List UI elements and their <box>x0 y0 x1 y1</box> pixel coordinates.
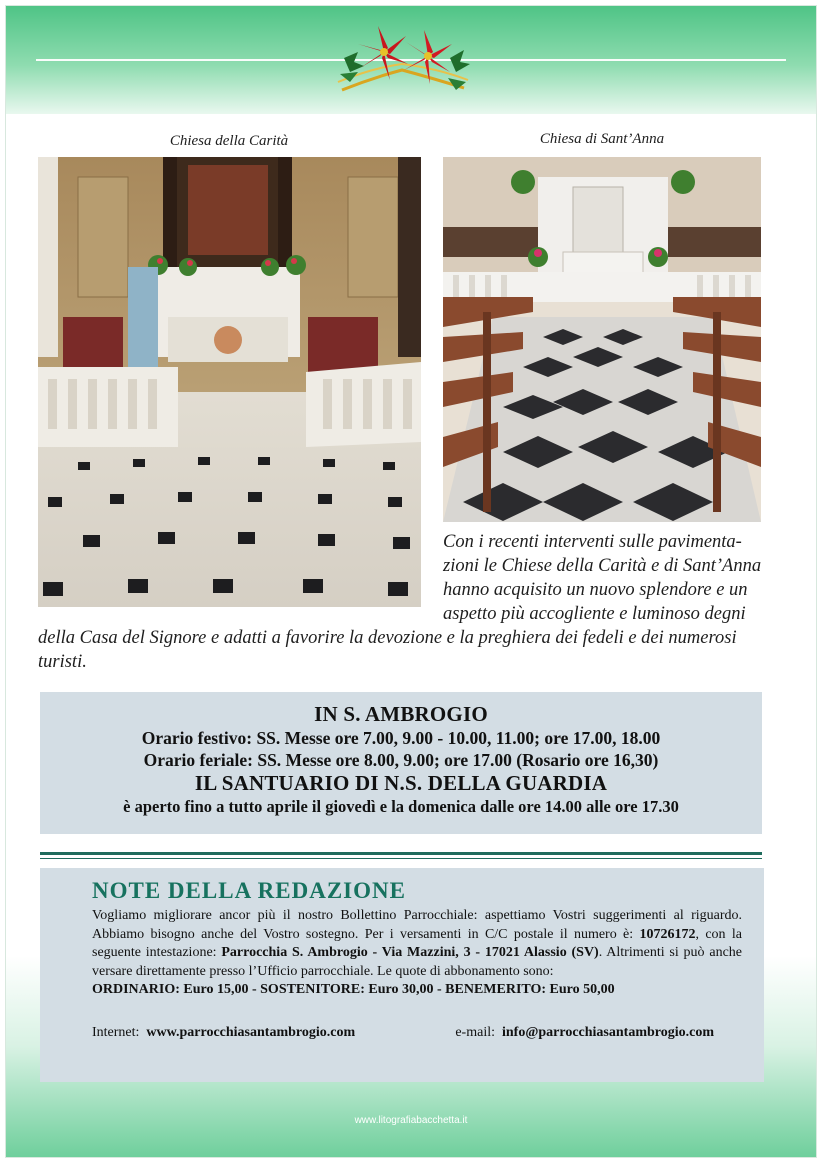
account-holder: Parrocchia S. Ambrogio - Via Mazzini, 3 - 17021 Alassio (SV) <box>221 945 599 960</box>
notes-title: NOTE DELLA REDAZIONE <box>92 878 406 903</box>
notes-text-3: . Altrimenti si può anche versare direttamente presso l’Ufficio parrocchiale. Le quote di abbonamento sono: <box>92 945 743 979</box>
caption-left: Chiesa della Carità <box>169 133 289 149</box>
email-label: e-mail: <box>455 1024 495 1040</box>
intro-line-3: hanno acquisito un nuovo splendore e un <box>443 580 748 600</box>
editorial-notes-box <box>40 868 764 1082</box>
intro-line-2: zioni le Chiese della Carità e di Sant’Anna <box>443 556 762 576</box>
intro-line-6: turisti. <box>38 652 87 672</box>
intro-paragraph <box>38 530 766 674</box>
schedule-heading: IN S. AMBROGIO <box>314 702 488 726</box>
header-band <box>6 6 816 114</box>
intro-line-4: aspetto più accogliente e luminoso degni <box>443 604 746 624</box>
mass-schedule-box <box>40 692 762 834</box>
printer-url[interactable]: www.litografiabacchetta.it <box>354 1115 468 1126</box>
contact-row <box>92 1024 742 1043</box>
website-link[interactable]: www.parrocchiasantambrogio.com <box>146 1024 356 1040</box>
schedule-weekday: Orario feriale: SS. Messe ore 8.00, 9.00; ore 17.00 (Rosario ore 16,30) <box>143 750 659 770</box>
subscription-fees: ORDINARIO: Euro 15,00 - SOSTENITORE: Euro 30,00 - BENEMERITO: Euro 50,00 <box>92 982 615 997</box>
internet-contact <box>92 1024 355 1043</box>
email-contact <box>455 1024 714 1043</box>
sanctuary-heading: IL SANTUARIO DI N.S. DELLA GUARDIA <box>194 771 608 795</box>
divider-thick <box>40 852 762 855</box>
notes-text-1: Vogliamo migliorare ancor più il nostro Bollettino Parrocchiale: aspettiamo Vostri suggerimenti al riguardo. Abbiamo bisogno anche del Vostro sostegno. Per i versamenti in C/C postale il numero è: <box>92 908 742 942</box>
sanctuary-hours: è aperto fino a tutto aprile il giovedì e la domenica dalle ore 14.00 alle ore 17.30 <box>123 797 679 816</box>
poinsettia-icon <box>332 18 474 98</box>
caption-right: Chiesa di Sant’Anna <box>539 131 665 147</box>
email-link[interactable]: info@parrocchiasantambrogio.com <box>502 1024 714 1040</box>
schedule-festive: Orario festivo: SS. Messe ore 7.00, 9.00 - 10.00, 11.00; ore 17.00, 18.00 <box>141 728 661 748</box>
notes-text-2: , con la seguente intestazione: <box>92 926 742 960</box>
internet-label: Internet: <box>92 1024 140 1040</box>
photo-chiesa-di-santanna <box>443 157 761 522</box>
divider-thin <box>40 858 762 859</box>
intro-line-5: della Casa del Signore e adatti a favorire la devozione e la preghiera dei fedeli e dei numerosi <box>38 628 737 648</box>
intro-line-1: Con i recenti interventi sulle pavimenta- <box>443 532 742 552</box>
account-number: 10726172 <box>639 926 696 942</box>
notes-body <box>92 907 742 981</box>
